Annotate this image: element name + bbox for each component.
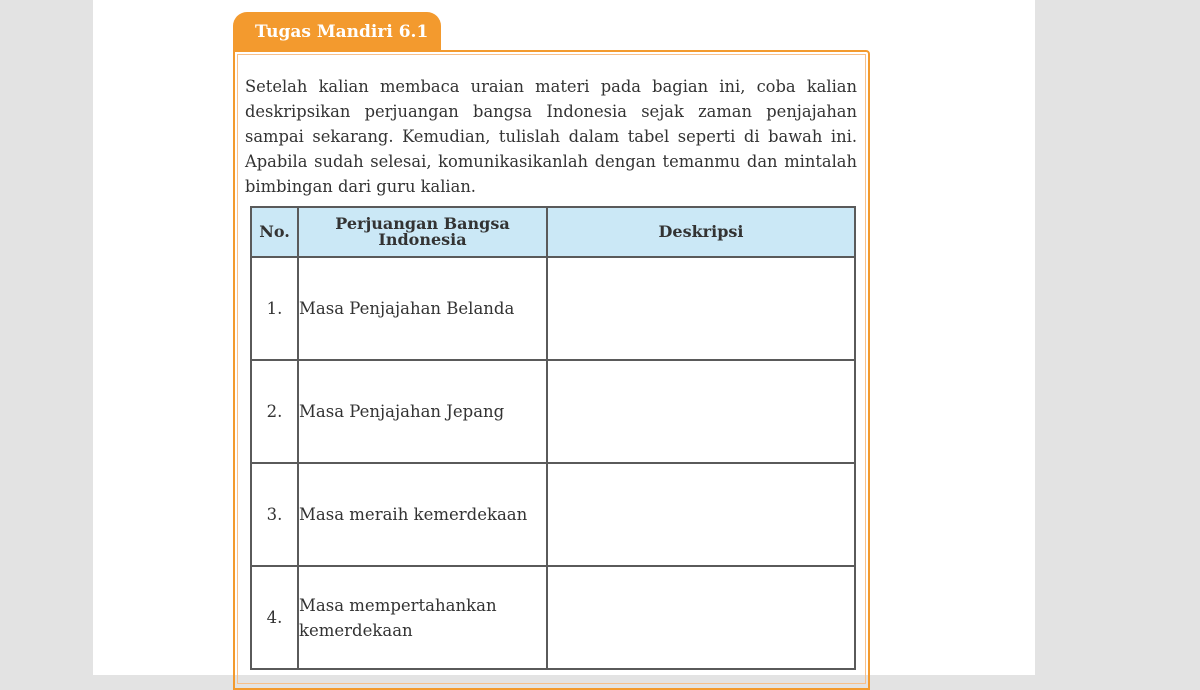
header-no: No.	[251, 207, 298, 257]
row-description[interactable]	[547, 360, 855, 463]
row-number: 3.	[251, 463, 298, 566]
table-row	[251, 360, 855, 463]
table-row	[251, 463, 855, 566]
row-description[interactable]	[547, 463, 855, 566]
task-table	[250, 206, 856, 670]
task-label: Tugas Mandiri 6.1	[233, 12, 441, 52]
task-instructions: Setelah kalian membaca uraian materi pada bagian ini, coba kalian deskripsikan perjuangan bangsa Indonesia sejak zaman penjajahan sampai sekarang. Kemudian, tulislah dalam tabel seperti di bawah ini. Apabila sudah selesai, komunikasikanlah dengan temanmu dan mintalah bimbingan dari guru kalian.	[245, 77, 857, 196]
header-perjuangan: Perjuangan Bangsa Indonesia	[298, 207, 547, 257]
row-description[interactable]	[547, 257, 855, 360]
row-topic: Masa meraih kemerdekaan	[298, 463, 547, 566]
row-topic: Masa Penjajahan Belanda	[298, 257, 547, 360]
row-number: 2.	[251, 360, 298, 463]
table-row	[251, 257, 855, 360]
row-number: 1.	[251, 257, 298, 360]
header-deskripsi: Deskripsi	[547, 207, 855, 257]
row-topic: Masa mempertahankan kemerdekaan	[298, 566, 547, 669]
row-description[interactable]	[547, 566, 855, 669]
row-number: 4.	[251, 566, 298, 669]
table-row	[251, 566, 855, 669]
table-header-row	[251, 207, 855, 257]
row-topic: Masa Penjajahan Jepang	[298, 360, 547, 463]
